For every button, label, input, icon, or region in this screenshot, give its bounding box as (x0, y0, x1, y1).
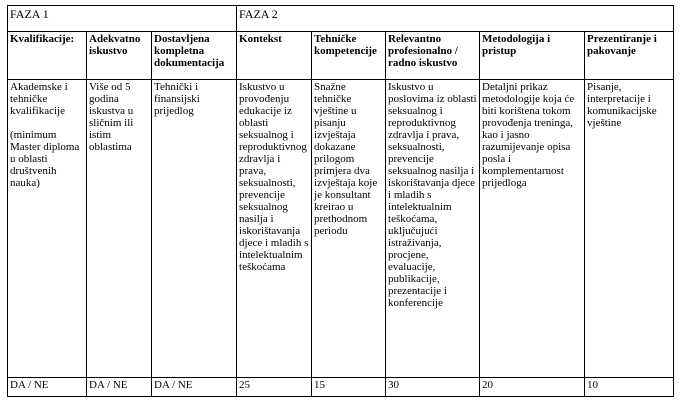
description-technical-competencies: Snažne tehničke vještine u pisanju izvještaja dokazane prilogom primjera dva izvještaja koje je konsultant kreirao u prethodnom periodu (312, 80, 386, 378)
score-relevant-experience: 30 (386, 378, 480, 397)
evaluation-criteria-table (7, 5, 674, 397)
header-presentation: Prezentiranje i pakovanje (585, 32, 674, 80)
score-technical-competencies: 15 (312, 378, 386, 397)
phase-1-label: FAZA 1 (8, 6, 237, 32)
phase-row (8, 6, 674, 32)
description-context: Iskustvo u provođenju edukacije iz oblasti seksualnog i reproduktivnog zdravlja i prava, seksualnosti, prevencije seksualnog nasilja i iskorištavanja djece i mladih s intelektualnim teškoćama (237, 80, 312, 378)
phase-2-label: FAZA 2 (237, 6, 674, 32)
header-complete-documentation: Dostavljena kompletna dokumentacija (152, 32, 237, 80)
description-adequate-experience: Više od 5 godina iskustva u sličnim ili istim oblastima (87, 80, 152, 378)
score-qualifications: DA / NE (8, 378, 87, 397)
score-adequate-experience: DA / NE (87, 378, 152, 397)
header-context: Kontekst (237, 32, 312, 80)
score-row (8, 378, 674, 397)
header-row (8, 32, 674, 80)
description-row (8, 80, 674, 378)
description-relevant-experience: Iskustvo u poslovima iz oblasti seksualnog i reproduktivnog zdravlja i prava, seksualnosti, prevencije seksualnog nasilja i iskorištavanja djece i mladih s intelektualnim teškoćama, uključujući istraživanja, procjene, evaluacije, publikacije, prezentacije i konferencije (386, 80, 480, 378)
score-context: 25 (237, 378, 312, 397)
qualification-note: (minimum Master diploma u oblasti društvenih nauka) (10, 129, 80, 189)
score-complete-documentation: DA / NE (152, 378, 237, 397)
description-qualifications-text: Akademske i tehničke kvalifikacije (10, 81, 68, 117)
description-methodology: Detaljni prikaz metodologije koja će biti korištena tokom provođenja treninga, kao i jasno razumijevanje opisa posla i komplementarnost prijedloga (480, 80, 585, 378)
header-adequate-experience: Adekvatno iskustvo (87, 32, 152, 80)
header-technical-competencies: Tehničke kompetencije (312, 32, 386, 80)
header-methodology: Metodologija i pristup (480, 32, 585, 80)
description-complete-documentation: Tehnički i finansijski prijedlog (152, 80, 237, 378)
description-presentation: Pisanje, interpretacije i komunikacijske vještine (585, 80, 674, 378)
header-relevant-experience: Relevantno profesionalno / radno iskustvo (386, 32, 480, 80)
header-qualifications: Kvalifikacije: (8, 32, 87, 80)
score-methodology: 20 (480, 378, 585, 397)
description-qualifications (8, 80, 87, 378)
score-presentation: 10 (585, 378, 674, 397)
